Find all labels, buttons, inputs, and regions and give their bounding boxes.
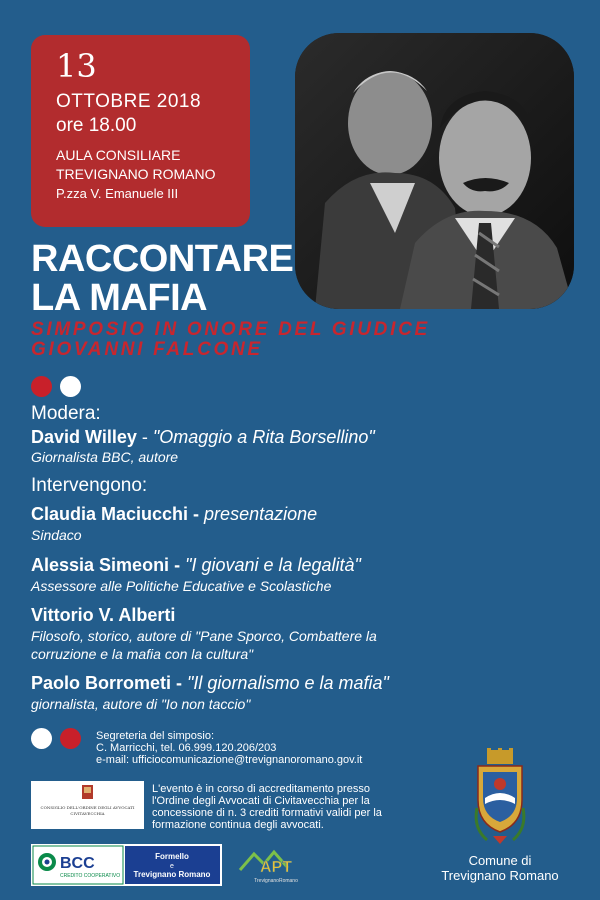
role-line: Filosofo, storico, autore di "Pane Sporco, Combattere la <box>31 628 377 644</box>
talk-title: "I giovani e la legalità" <box>185 555 361 575</box>
bcc-brand: BCC <box>60 855 95 872</box>
talk-title: "Il giornalismo e la mafia" <box>187 673 389 693</box>
ordine-avvocati-logo <box>31 781 144 829</box>
accreditation-line: L'evento è in corso di accreditamento presso <box>152 783 370 795</box>
event-venue <box>56 146 215 203</box>
speaker-name: Vittorio V. Alberti <box>31 605 176 625</box>
speaker-name: David Willey <box>31 427 137 447</box>
subtitle-line: SIMPOSIO IN ONORE DEL GIUDICE <box>31 319 430 340</box>
speaker-role <box>31 627 377 663</box>
speaker-role: Assessore alle Politiche Educative e Scolastiche <box>31 578 332 594</box>
speakers-label: Intervengono: <box>31 475 148 496</box>
comune-line: Trevignano Romano <box>441 868 559 883</box>
speaker-role: Sindaco <box>31 527 82 543</box>
main-title <box>31 240 293 318</box>
secretariat-line: Segreteria del simposio: <box>96 730 215 742</box>
white-dot <box>31 728 52 749</box>
event-day: 13 <box>56 47 97 85</box>
accreditation-info <box>152 783 422 831</box>
separator: - <box>188 504 205 524</box>
ordine-logo-line: CIVITAVECCHIA <box>70 811 105 816</box>
bcc-branch-line: e <box>170 863 174 870</box>
apt-subtitle: TrevignanoRomano <box>254 878 298 884</box>
speaker-entry <box>31 673 389 694</box>
subtitle <box>31 320 430 360</box>
speaker-entry <box>31 504 317 525</box>
event-date-box <box>31 35 250 227</box>
bcc-branch-line: Formello <box>155 852 189 861</box>
comune-line: Comune di <box>468 853 532 868</box>
apt-brand: APT <box>260 859 292 876</box>
bcc-logo <box>31 844 222 886</box>
comune-name <box>425 853 575 883</box>
moderator-entry <box>31 427 375 448</box>
comune-crest-icon <box>473 748 527 846</box>
white-dot <box>60 376 81 397</box>
speaker-name: Paolo Borrometi <box>31 673 172 693</box>
title-line: RACCONTARE <box>31 238 294 280</box>
venue-address: P.zza V. Emanuele III <box>56 186 179 201</box>
secretariat-info <box>96 730 362 766</box>
speaker-entry <box>31 555 361 576</box>
ordine-logo-line: CONSIGLIO DELL'ORDINE DEGLI AVVOCATI <box>40 805 135 810</box>
falcone-borsellino-photo <box>295 33 574 309</box>
separator: - <box>136 427 153 447</box>
event-month-year: OTTOBRE 2018 <box>56 91 202 112</box>
talk-title: presentazione <box>204 504 318 524</box>
talk-title: "Omaggio a Rita Borsellino" <box>152 427 375 447</box>
separator: - <box>169 555 186 575</box>
venue-line: TREVIGNANO ROMANO <box>56 166 216 182</box>
speaker-name: Claudia Maciucchi <box>31 504 189 524</box>
apt-logo <box>236 848 314 886</box>
event-time: ore 18.00 <box>56 115 137 136</box>
accreditation-line: concessione di n. 3 crediti formativi validi per la <box>152 807 382 819</box>
subtitle-line: GIOVANNI FALCONE <box>31 339 263 360</box>
red-dot <box>60 728 81 749</box>
role-line: corruzione e la mafia con la cultura" <box>31 646 254 662</box>
accreditation-line: formazione continua degli avvocati. <box>152 819 324 831</box>
secretariat-line: C. Marricchi, tel. 06.999.120.206/203 <box>96 742 277 754</box>
red-dot <box>31 376 52 397</box>
bcc-branch-line: Trevignano Romano <box>133 870 211 879</box>
speaker-name: Alessia Simeoni <box>31 555 170 575</box>
bcc-subtitle: CREDITO COOPERATIVO <box>60 873 121 879</box>
accreditation-line: l'Ordine degli Avvocati di Civitavecchia per la <box>152 795 370 807</box>
separator: - <box>171 673 188 693</box>
title-line: LA MAFIA <box>31 277 208 319</box>
speaker-role: Giornalista BBC, autore <box>31 449 179 465</box>
venue-line: AULA CONSILIARE <box>56 147 181 163</box>
speaker-entry <box>31 605 175 626</box>
moderator-label: Modera: <box>31 403 101 424</box>
secretariat-email: e-mail: ufficiocomunicazione@trevignanoromano.gov.it <box>96 754 363 766</box>
speaker-role: giornalista, autore di "Io non taccio" <box>31 696 251 712</box>
